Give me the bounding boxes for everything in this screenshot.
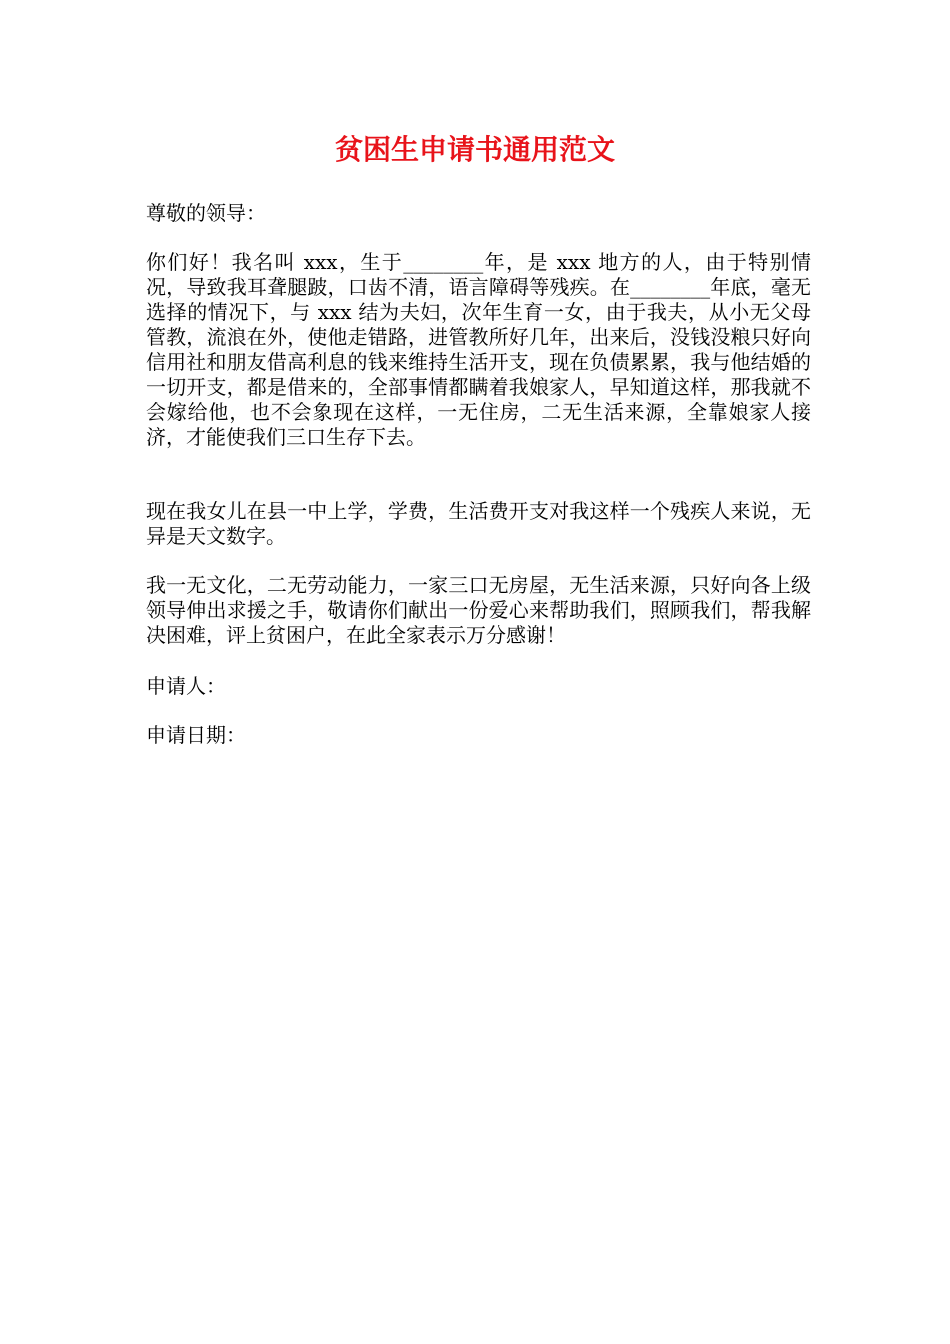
paragraph-daughter-tuition: 现在我女儿在县一中上学，学费，生活费开支对我这样一个残疾人来说，无异是天文数字。 — [146, 499, 811, 548]
salutation: 尊敬的领导： — [146, 201, 266, 225]
paragraph-request: 我一无文化，二无劳动能力，一家三口无房屋，无生活来源，只好向各上级领导伸出求援之手，敬请你们献出一份爱心来帮助我们，照顾我们，帮我解决困难，评上贫困户，在此全家表示万分感谢！ — [146, 573, 811, 647]
document-title: 贫困生申请书通用范文 — [334, 133, 615, 166]
application-date-label: 申请日期： — [146, 723, 246, 747]
paragraph-introduction: 你们好！我名叫 xxx，生于________年，是 xxx 地方的人，由于特别情况，导致我耳聋腿跛，口齿不清，语言障碍等残疾。在________年底，毫无选择的情况下，与 xxx 结为夫妇，次年生育一女，由于我夫，从小无父母管教，流浪在外，使他走错路，进管教所好几年，出来后，没钱没粮只好向信用社和朋友借高利息的钱来维持生活开支，现在负债累累，我与他结婚的一切开支，都是借来的，全部事情都瞒着我娘家人，早知道这样，那我就不会嫁给他，也不会象现在这样，一无住房，二无生活来源，全靠娘家人接济，才能使我们三口生存下去。 — [146, 250, 811, 449]
applicant-label: 申请人： — [146, 674, 226, 698]
